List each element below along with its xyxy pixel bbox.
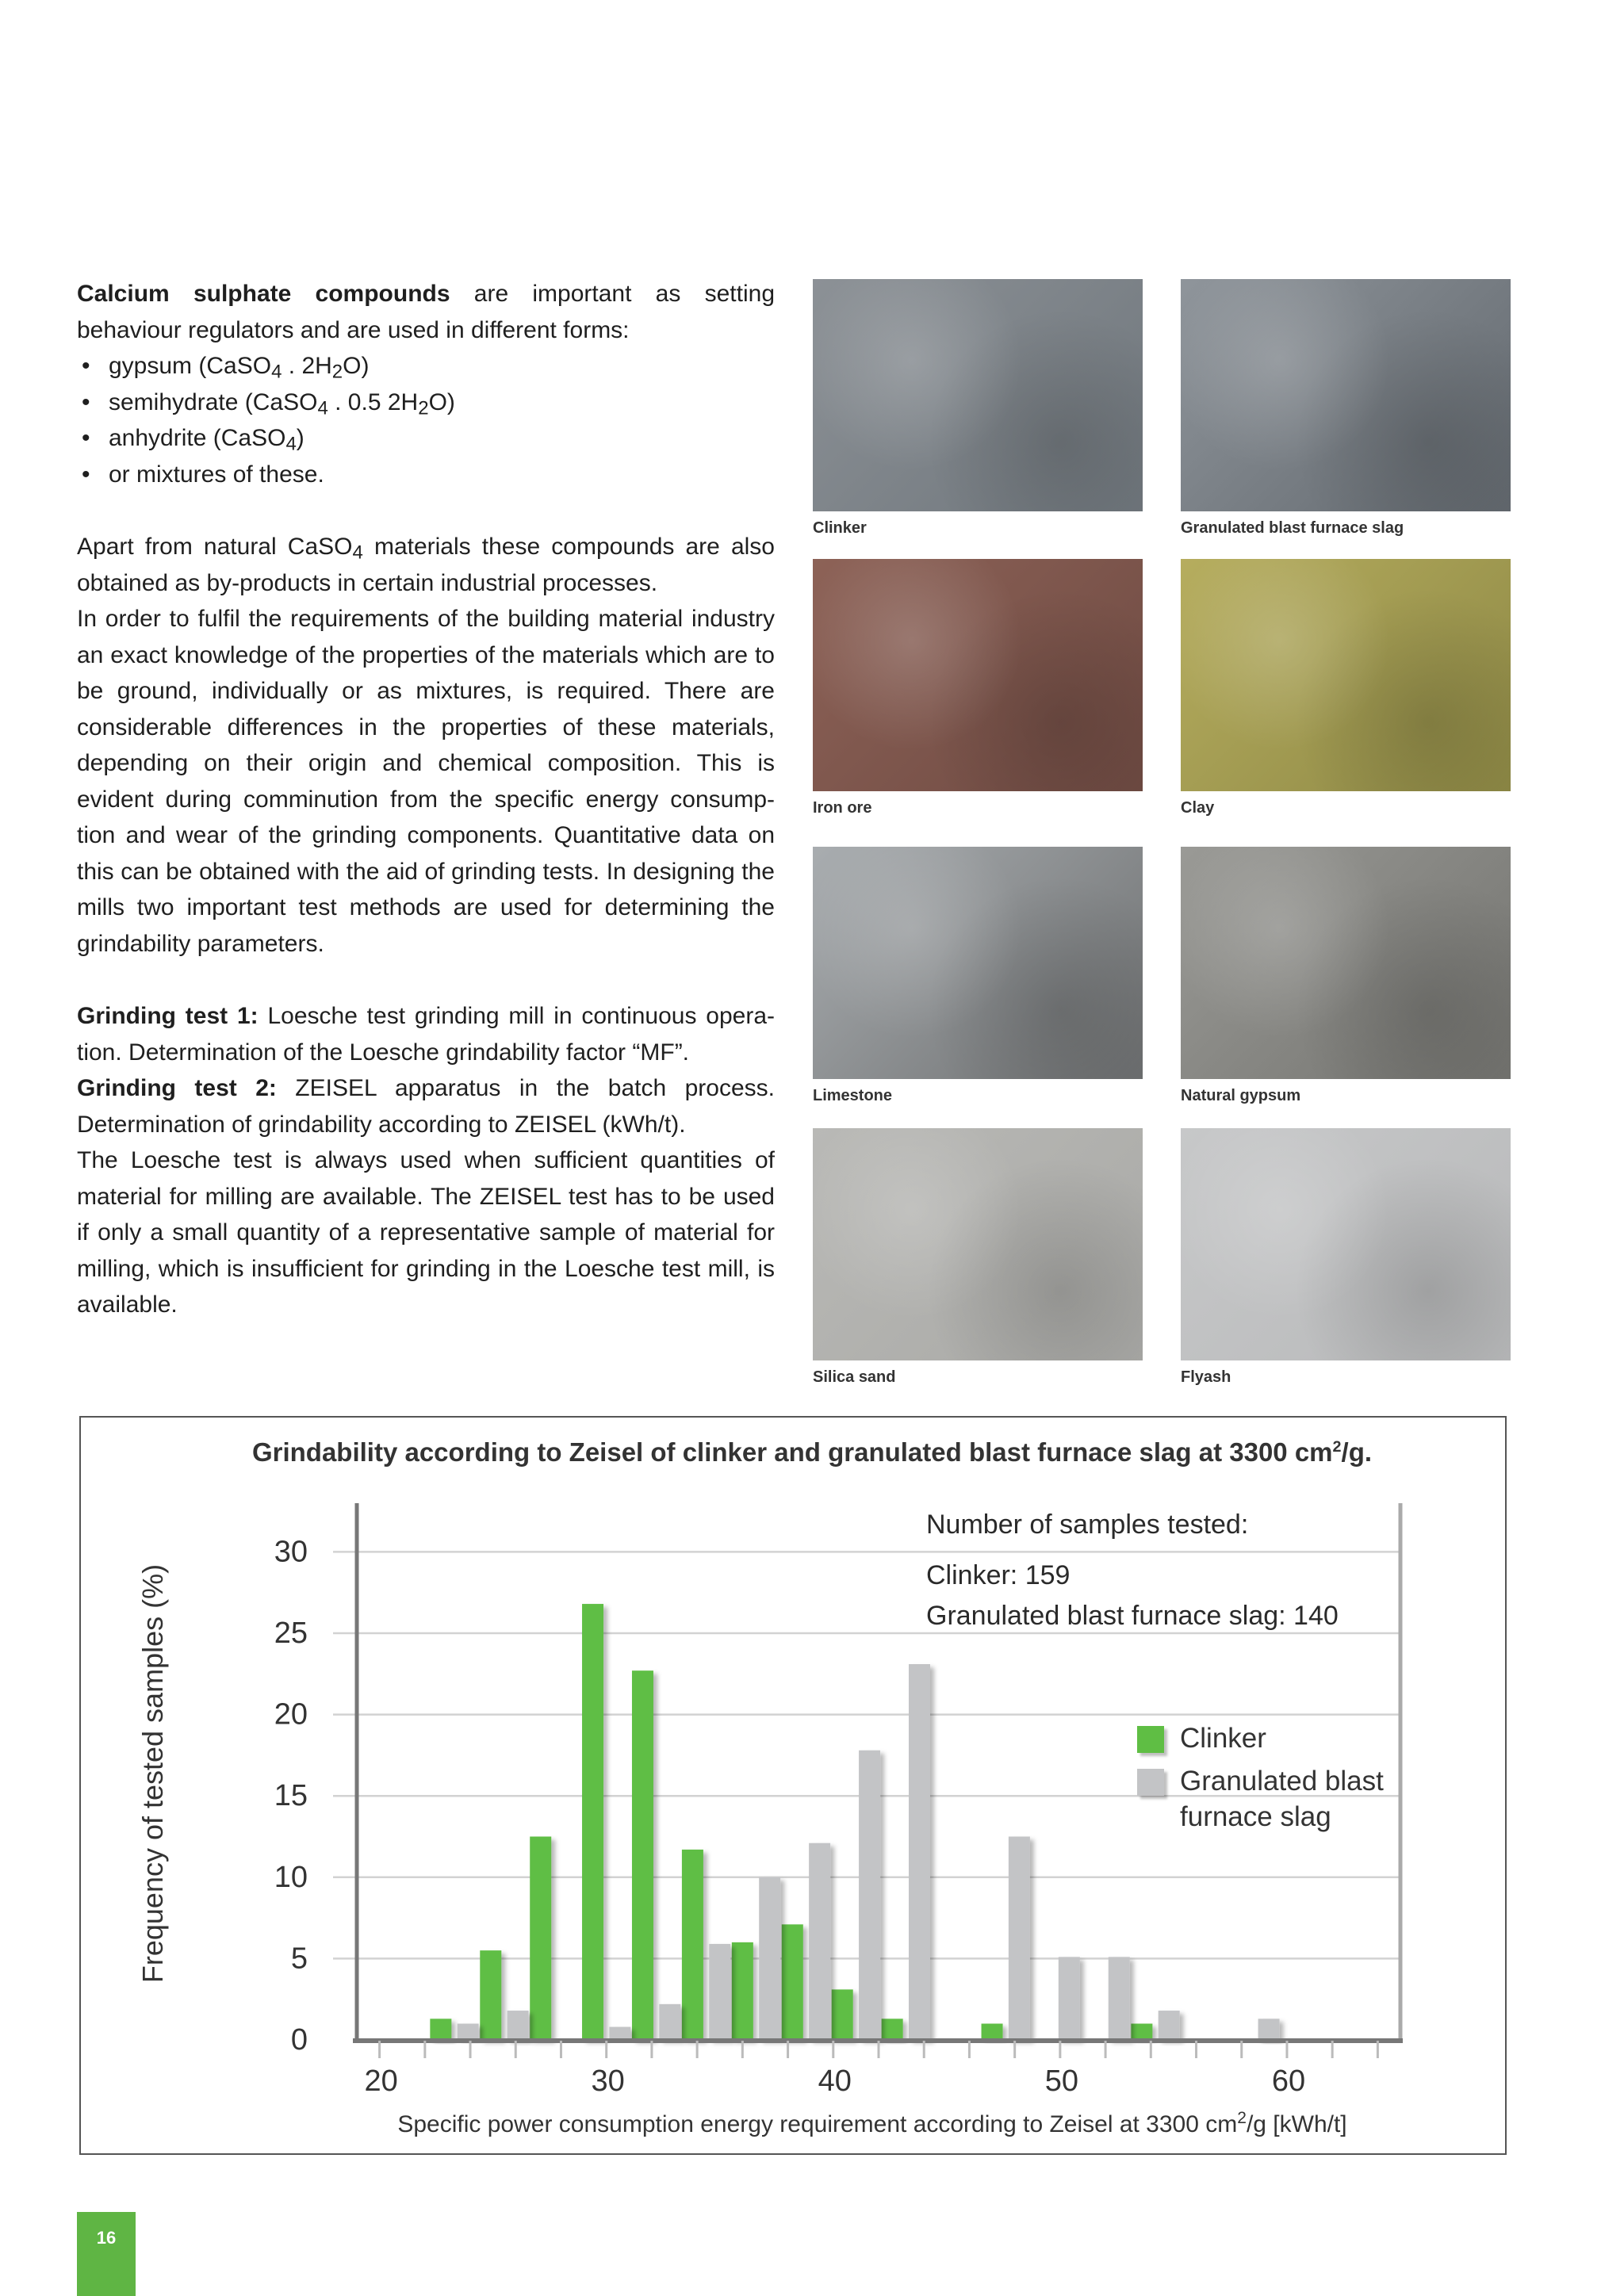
y-tick-label: 10: [274, 1860, 308, 1894]
samples-clinker: Clinker: 159: [926, 1560, 1071, 1590]
intro-lead: are important as setting behaviour regulators and are used in different forms:: [77, 281, 775, 343]
x-tick-label: 50: [1044, 2064, 1079, 2098]
x-axis-label: Specific power consumption energy requirement according to Zeisel at 3300 $cm^2/g$ [kWh/t]: [397, 2109, 1347, 2137]
list-item: • or mixtures of these.: [77, 457, 775, 493]
grinding-test-1: Grinding test 1: Loesche test grinding mill in continuous opera-tion. Determination of the Loesche grindability factor “MF”.: [77, 1003, 775, 1066]
y-tick-label: 20: [274, 1697, 308, 1732]
photo-caption: Silica sand: [813, 1368, 896, 1386]
body-paragraph-3: The Loesche test is always used when sufficient quantities of material for milling are available. The ZEISEL test has to be used if only a small quantity of a representative sample of material for milling, which is insufficient for grinding in the Loesche test mill, is available.: [77, 1147, 775, 1318]
photo-caption: Iron ore: [813, 799, 872, 817]
y-tick-label: 15: [274, 1779, 308, 1813]
form-list: [77, 348, 775, 492]
photo-caption: Flyash: [1181, 1368, 1231, 1386]
material-photo: [813, 847, 1143, 1079]
list-item: • anhydrite (CaSO$_4$): [77, 420, 775, 457]
page-number: 16: [96, 2228, 117, 2248]
material-photo: [1181, 847, 1511, 1079]
y-tick-label: 30: [274, 1535, 308, 1569]
legend-swatch-slag: [1137, 1769, 1164, 1796]
y-tick-label: 25: [274, 1617, 308, 1650]
samples-slag: Granulated blast furnace slag: 140: [926, 1601, 1339, 1631]
x-tick-label: 20: [364, 2064, 398, 2098]
list-item: • gypsum (CaSO$_4$ . $2H_2O$): [77, 348, 775, 385]
body-paragraph-2: In order to fulfil the requirements of the building material industry an exact knowledge of the properties of the materials which are to be ground, individually or as mixtures, is required. There are considerable differences in the properties of these materials, depending on their origin and chemical composition. This is evident during comminution from the specific energy consump-tion and wear of the grinding components. Quantitative data on this can be obtained with the aid of grinding tests. In designing the mills two important test methods are used for determining the grindability parameters.: [77, 606, 775, 957]
y-tick-label: 5: [290, 1942, 308, 1976]
material-photo: [1181, 279, 1511, 511]
photo-caption: Clay: [1181, 799, 1215, 817]
material-photo: [813, 279, 1143, 511]
intro-heading: Calcium sulphate compounds: [77, 281, 450, 307]
material-photo: [1181, 1128, 1511, 1360]
photo-caption: Limestone: [813, 1087, 893, 1104]
chart-title: Grindability according to Zeisel of clinker and granulated blast furnace slag at 3300 $cm^2/g$.: [251, 1437, 1373, 1467]
x-tick-label: 30: [591, 2064, 625, 2098]
grinding-test-2: Grinding test 2: ZEISEL apparatus in the batch process. Determination of grindability according to ZEISEL (kWh/t).: [77, 1075, 775, 1138]
legend-label-slag: Granulated blast furnace slag: [1180, 1766, 1384, 1832]
x-tick-label: 40: [818, 2064, 852, 2098]
photo-caption: Clinker: [813, 519, 867, 537]
x-tick-label: 60: [1271, 2064, 1306, 2098]
samples-heading: Number of samples tested:: [926, 1510, 1249, 1540]
y-axis-label: Frequency of tested samples (%): [136, 1563, 169, 1984]
material-photo: [1181, 559, 1511, 791]
material-photo: [813, 559, 1143, 791]
body-paragraph-1: Apart from natural CaSO$_4$ materials these compounds are also obtained as by-products in certain industrial processes.: [77, 534, 775, 596]
y-tick-label: 0: [290, 2023, 308, 2057]
page-number-tab: [77, 2212, 136, 2296]
intro-paragraph: [77, 276, 775, 348]
photo-caption: Granulated blast furnace slag: [1181, 519, 1404, 537]
photo-caption: Natural gypsum: [1181, 1087, 1301, 1104]
material-photo: [813, 1128, 1143, 1360]
list-item: • semihydrate (CaSO$_4$ . 0.5 $2H_2O$): [77, 385, 775, 421]
legend-swatch-clinker: [1137, 1726, 1164, 1753]
text-column: [77, 276, 775, 1323]
legend-label-clinker: Clinker: [1180, 1723, 1266, 1754]
